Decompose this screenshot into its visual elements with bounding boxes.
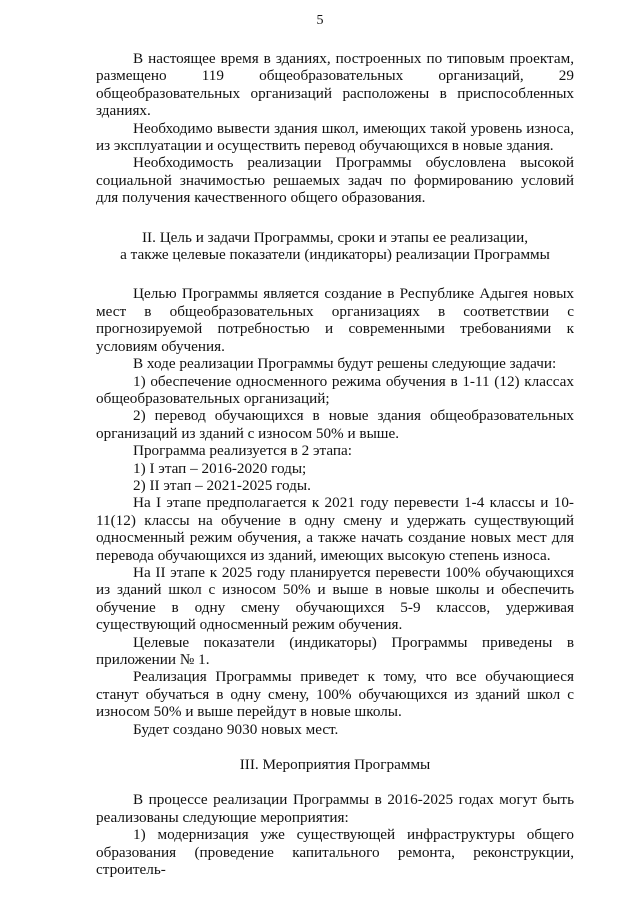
section-3-paragraph: В процессе реализации Программы в 2016-2025 годах могут быть реализованы следующие мероприятия: (96, 791, 574, 826)
section-2-heading-line-1: II. Цель и задачи Программы, сроки и этапы ее реализации, (141, 228, 528, 246)
intro-paragraph: Необходимо вывести здания школ, имеющих такой уровень износа, из эксплуатации и осуществить перевод обучающихся в новые здания. (96, 119, 574, 155)
page-number: 5 (316, 13, 324, 28)
section-2-paragraph: Целью Программы является создание в Республике Адыгея новых мест в общеобразовательных организациях в соответствии с прогнозируемой потребностью и современными требованиями к условиям обучения. (96, 285, 574, 355)
stage-list-item: 2) II этап – 2021-2025 годы. (133, 476, 311, 494)
stage-list-item: 1) I этап – 2016-2020 годы; (133, 459, 307, 477)
section-3-paragraph: 1) модернизация уже существующей инфраструктуры общего образования (проведение капитального ремонта, реконструкции, строитель- (96, 826, 574, 879)
spacer (96, 773, 574, 791)
section-2-paragraph: Будет создано 9030 новых мест. (133, 720, 339, 738)
page-content (96, 50, 574, 878)
spacer (96, 207, 574, 229)
section-2-paragraph: Реализация Программы приведет к тому, что все обучающиеся станут обучаться в одну смену, 100% обучающихся из зданий школ с износом 50% и выше перейдут в новые школы. (96, 668, 574, 721)
section-2-paragraph: Программа реализуется в 2 этапа: (133, 442, 352, 460)
task-list-item: 1) обеспечение односменного режима обучения в 1-11 (12) классах общеобразовательных организаций; (96, 372, 574, 407)
section-2-heading-line-2: а также целевые показатели (индикаторы) реализации Программы (120, 246, 550, 264)
section-2-paragraph: Целевые показатели (индикаторы) Программы приведены в приложении № 1. (96, 633, 574, 668)
spacer (96, 263, 574, 285)
section-3-heading: III. Мероприятия Программы (239, 756, 431, 774)
intro-paragraph: В настоящее время в зданиях, построенных по типовым проектам, размещено 119 общеобразовательных организаций, 29 общеобразовательных организаций расположены в приспособленных зданиях. (96, 50, 574, 120)
section-2-paragraph: В ходе реализации Программы будут решены следующие задачи: (133, 355, 557, 373)
spacer (96, 738, 574, 756)
intro-paragraph: Необходимость реализации Программы обусловлена высокой социальной значимостью решаемых задач по формированию условий для получения качественного общего образования. (96, 154, 574, 207)
section-2-paragraph: На I этапе предполагается к 2021 году перевести 1-4 классы и 10-11(12) классы на обучение в одну смену и удержать существующий односменный режим обучения, а также начать создание новых мест для перевода обучающихся из зданий, имеющих высокую степень износа. (96, 494, 574, 564)
section-2-paragraph: На II этапе к 2025 году планируется перевести 100% обучающихся из зданий школ с износом 50% и выше в новые школы и обеспечить обучение в одну смену обучающихся 5-9 классов, удерживая существующий односменный режим обучения. (96, 563, 574, 634)
task-list-item: 2) перевод обучающихся в новые здания общеобразовательных организаций из зданий с износом 50% и выше. (96, 407, 574, 442)
